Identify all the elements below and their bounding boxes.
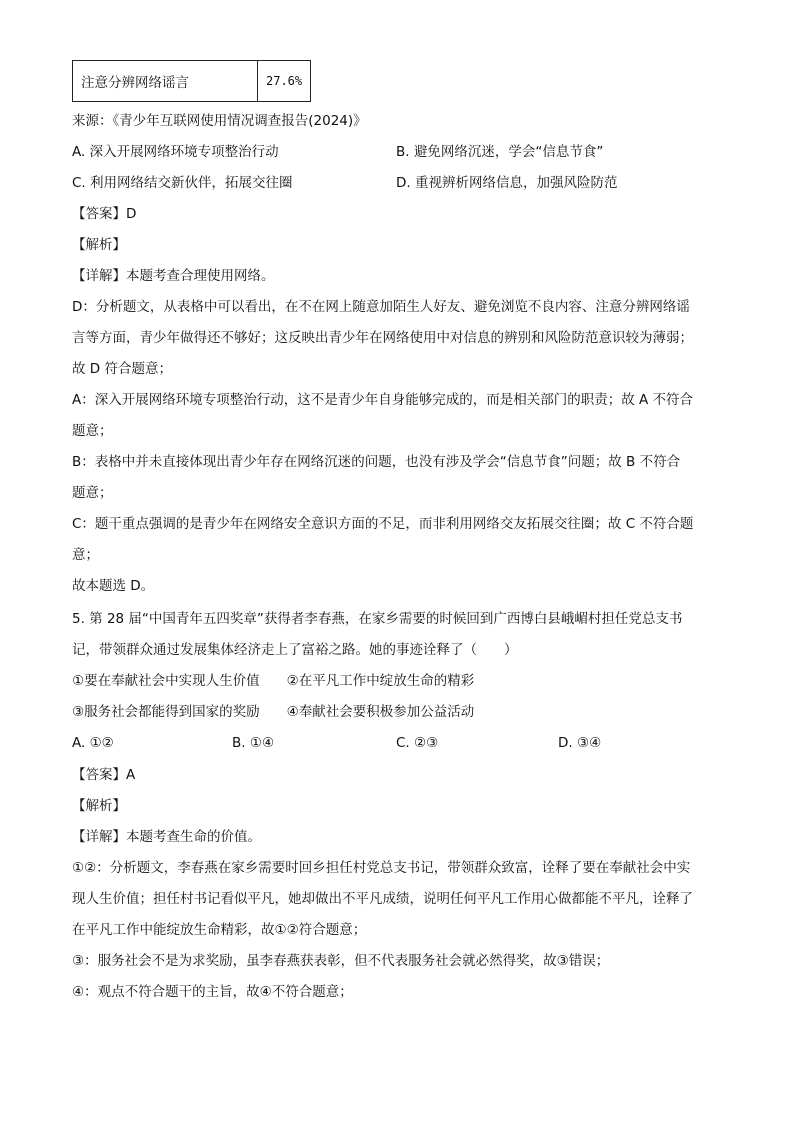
q4-option-a: A. 深入开展网络环境专项整治行动 [72,144,279,160]
q5-option-c: C. ②③ [396,735,439,751]
q4-line: C：题干重点强调的是青少年在网络安全意识方面的不足，而非利用网络交友拓展交往圈；故 C 不符合题 [72,516,694,532]
q4-line: B：表格中并未直接体现出青少年存在网络沉迷的问题，也没有涉及学会“信息节食”问题；故 B 不符合 [72,454,681,470]
answer-tag: 【答案】 [72,767,126,783]
q5-answer [72,766,135,784]
q4-option-b: B. 避免网络沉迷，学会“信息节食” [396,144,604,160]
q4-line: 故 D 符合题意； [72,361,172,377]
q5-option-d: D. ③④ [558,735,602,751]
q5-line: ④：观点不符合题干的主旨，故④不符合题意； [72,984,353,1000]
q4-line: 故本题选 D。 [72,578,155,594]
table-cell-label: 注意分辨网络谣言 [73,61,258,102]
q5-stem-line: 记，带领群众通过发展集体经济走上了富裕之路。她的事迹诠释了（ ） [72,642,518,658]
q4-analysis-tag: 【解析】 [72,237,126,253]
q5-detail [72,828,261,846]
q4-answer [72,205,136,223]
q5-line: ①②：分析题文，李春燕在家乡需要时回乡担任村党总支书记，带领群众致富，诠释了要在奉献社会中实 [72,860,691,876]
q4-line: 言等方面，青少年做得还不够好；这反映出青少年在网络使用中对信息的辨别和风险防范意识较为薄弱； [72,330,693,346]
q5-statement: ③服务社会都能得到国家的奖励 ④奉献社会要积极参加公益活动 [72,704,475,720]
q5-option-a: A. ①② [72,735,114,751]
detail-tag: 【详解】 [72,829,126,845]
table-row [73,61,311,102]
q5-line: ③：服务社会不是为求奖励，虽李春燕获表彰，但不代表服务社会就必然得奖，故③错误； [72,953,610,969]
source-line: 来源：《青少年互联网使用情况调查报告(2024)》 [72,113,367,129]
detail-text: 本题考查合理使用网络。 [126,268,275,284]
q5-line: 在平凡工作中能绽放生命精彩，故①②符合题意； [72,922,367,938]
answer-value: D [126,206,137,222]
detail-text: 本题考查生命的价值。 [126,829,261,845]
q4-line: 题意； [72,423,113,439]
survey-table [72,60,311,102]
q4-line: D：分析题文，从表格中可以看出，在不在网上随意加陌生人好友、避免浏览不良内容、注意分辨网络谣 [72,299,690,315]
q4-option-c: C. 利用网络结交新伙伴，拓展交往圈 [72,175,293,191]
q4-detail [72,267,275,285]
q4-line: 题意； [72,485,113,501]
q4-line: 意； [72,547,99,563]
q5-option-b: B. ①④ [232,735,275,751]
table-cell-value: 27.6% [258,61,311,102]
q5-line: 现人生价值；担任村书记看似平凡，她却做出不平凡成绩，说明任何平凡工作用心做都能不平凡，诠释了 [72,891,693,907]
q5-stem-line: 5. 第 28 届“中国青年五四奖章”获得者李春燕，在家乡需要的时候回到广西博白县峨嵋村担任党总支书 [72,611,683,627]
q4-line: A：深入开展网络环境专项整治行动，这不是青少年自身能够完成的，而是相关部门的职责；故 A 不符合 [72,392,694,408]
answer-tag: 【答案】 [72,206,126,222]
answer-value: A [126,767,136,783]
detail-tag: 【详解】 [72,268,126,284]
q5-analysis-tag: 【解析】 [72,798,126,814]
q5-statement: ①要在奉献社会中实现人生价值 ②在平凡工作中绽放生命的精彩 [72,673,475,689]
q4-option-d: D. 重视辨析网络信息，加强风险防范 [396,175,618,191]
